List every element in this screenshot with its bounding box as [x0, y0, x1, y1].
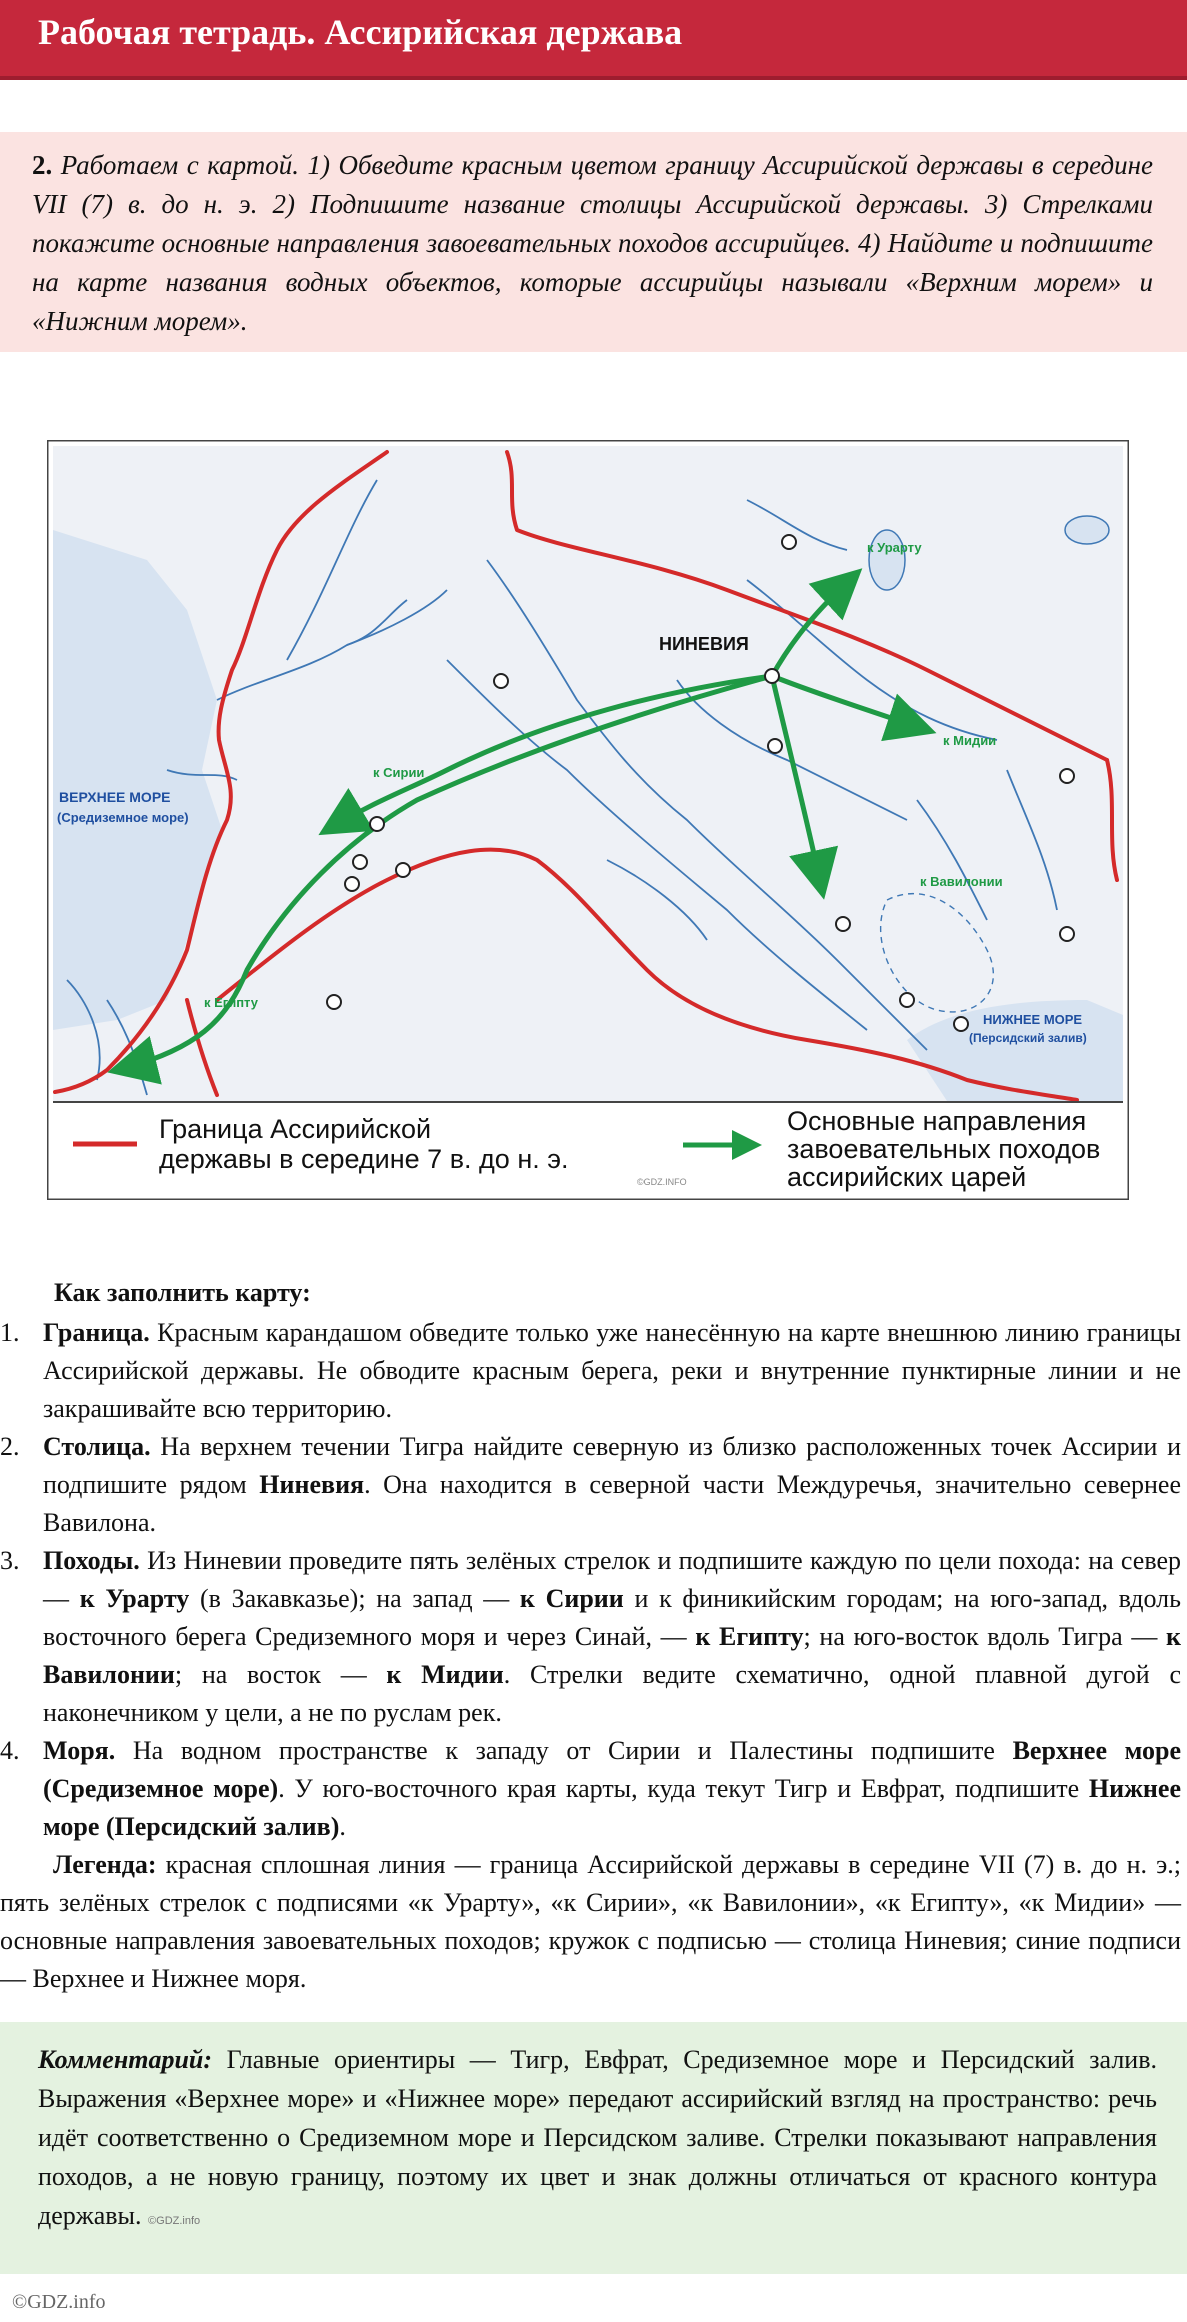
city-circle [396, 863, 410, 877]
item-text: и к финикийским городам; на юго-запад, вдоль восточного берега Средиземного моря и через Синай, — [43, 1584, 1181, 1651]
assyria-map [47, 440, 1129, 1200]
label-to-syria: к Сирии [373, 765, 425, 780]
item-text: Из Ниневии проведите пять зелёных стрелок и подпишите каждую по цели похода: на север — [43, 1546, 1181, 1613]
legend-border-line2: державы в середине 7 в. до н. э. [159, 1144, 569, 1174]
item-text: . Она находится в северной части Междуречья, значительно севернее Вавилона. [43, 1470, 1181, 1537]
item-heading: Граница. [43, 1318, 150, 1347]
legend-campaigns-line2: завоевательных походов [787, 1134, 1101, 1164]
footer-copyright: ©GDZ.info [12, 2291, 106, 2313]
label-nineveh: НИНЕВИЯ [659, 634, 749, 654]
city-nineveh [765, 669, 779, 683]
city-circle [1060, 769, 1074, 783]
task-box [0, 132, 1187, 352]
item-text: ; на юго-восток вдоль Тигра — [803, 1622, 1166, 1651]
label-to-media: к Мидии [943, 733, 997, 748]
city-circle [327, 995, 341, 1009]
city-circle [768, 739, 782, 753]
city-circle [1060, 927, 1074, 941]
city-circle [494, 674, 508, 688]
lake-van [869, 530, 905, 590]
item-number: 4. [0, 1736, 20, 1765]
city-circle [782, 535, 796, 549]
city-circle [370, 817, 384, 831]
label-to-egypt: к Египту [204, 995, 258, 1010]
item-emphasis: к Вавилонии [43, 1622, 1181, 1689]
item-heading: Моря. [43, 1736, 116, 1765]
item-text: . [339, 1812, 346, 1841]
item-emphasis: к Урарту [79, 1584, 190, 1613]
item-emphasis: Верхнее море (Средиземное море) [43, 1736, 1181, 1803]
item-text: Красным карандашом обведите только уже нанесённую на карте внешнюю линию границы Ассирийской державы. Не обводите красным берега, реки и внутренние пунктирные линии и не закрашивайте всю территорию. [43, 1318, 1181, 1423]
item-number: 1. [0, 1318, 20, 1347]
comment-box [0, 2022, 1187, 2274]
instruction-item-seas [0, 1732, 1187, 1846]
city-circle [954, 1017, 968, 1031]
item-text: ; на восток — [174, 1660, 387, 1689]
legend-campaigns-line1: Основные направления [787, 1106, 1087, 1136]
city-circle [353, 855, 367, 869]
item-heading: Столица. [43, 1432, 151, 1461]
item-text: . У юго-восточного края карты, куда текут Тигр и Евфрат, подпишите [278, 1774, 1089, 1803]
comment-heading: Комментарий: [38, 2045, 213, 2074]
instruction-item-capital [0, 1428, 1187, 1542]
legend-border-line1: Граница Ассирийской [159, 1114, 432, 1144]
city-circle [836, 917, 850, 931]
city-circle [900, 993, 914, 1007]
item-emphasis: Ниневия [259, 1470, 365, 1499]
page-title: Рабочая тетрадь. Ассирийская держава [38, 12, 683, 52]
lake-urmia [1065, 516, 1109, 544]
label-lower-sea-sub: (Персидский залив) [969, 1031, 1087, 1045]
instruction-item-border [0, 1314, 1187, 1428]
label-to-urartu: к Урарту [867, 540, 922, 555]
item-number: 3. [0, 1546, 20, 1575]
page-header [0, 0, 1187, 80]
comment-text: Главные ориентиры — Тигр, Евфрат, Средиземное море и Персидский залив. Выражения «Верхнее море» и «Нижнее море» передают ассирийский взгляд на пространство: речь идёт соответственно о Средиземном море и Персидском заливе. Стрелки показывают направления походов, а не новую границу, поэтому их цвет и знак должны отличаться от красного контура державы. [38, 2045, 1157, 2230]
map-svg [47, 440, 1129, 1200]
item-text: . Стрелки ведите схематично, одной плавной дугой с наконечником у цели, а не по руслам рек. [43, 1660, 1181, 1727]
label-upper-sea-sub: (Средиземное море) [57, 810, 189, 825]
legend-heading: Легенда: [53, 1850, 157, 1879]
item-emphasis: к Мидии [386, 1660, 504, 1689]
item-heading: Походы. [43, 1546, 140, 1575]
instructions [0, 1272, 1187, 1998]
item-emphasis: Нижнее море (Персидский залив) [43, 1774, 1181, 1841]
label-to-babylon: к Вавилонии [920, 874, 1003, 889]
label-lower-sea: НИЖНЕЕ МОРЕ [983, 1012, 1083, 1027]
comment-watermark: ©GDZ.info [148, 2215, 201, 2227]
task-text: Работаем с картой. 1) Обведите красным цветом границу Ассирийской державы в середине VII (7) в. до н. э. 2) Подпишите название столицы Ассирийской державы. 3) Стрелками покажите основные направления завоевательных походов ассирийцев. 4) Найдите и подпишите на карте названия водных объектов, которые ассирийцы называли «Верхним морем» и «Нижним морем». [32, 150, 1153, 336]
task-number: 2. [32, 150, 53, 180]
instructions-title: Как заполнить карту: [54, 1278, 311, 1307]
map-watermark: ©GDZ.INFO [637, 1177, 687, 1187]
instruction-item-campaigns [0, 1542, 1187, 1732]
legend-paragraph [0, 1846, 1187, 1998]
item-emphasis: к Египту [695, 1622, 804, 1651]
city-circle [345, 877, 359, 891]
legend-campaigns-line3: ассирийских царей [787, 1162, 1027, 1192]
legend-text: красная сплошная линия — граница Ассирийской державы в середине VII (7) в. до н. э.; пять зелёных стрелок с подписями «к Урарту», «к Сирии», «к Вавилонии», «к Египту», «к Мидии» — основные направления завоевательных походов; кружок с подписью — столица Ниневия; синие подписи — Верхнее и Нижнее моря. [0, 1850, 1181, 1993]
item-text: На водном пространстве к западу от Сирии и Палестины подпишите [115, 1736, 1013, 1765]
item-text: На верхнем течении Тигра найдите северную из близко расположенных точек Ассирии и подпишите рядом [43, 1432, 1181, 1499]
item-number: 2. [0, 1432, 20, 1461]
item-emphasis: к Сирии [519, 1584, 624, 1613]
label-upper-sea: ВЕРХНЕЕ МОРЕ [59, 789, 171, 805]
item-text: (в Закавказье); на запад — [189, 1584, 520, 1613]
